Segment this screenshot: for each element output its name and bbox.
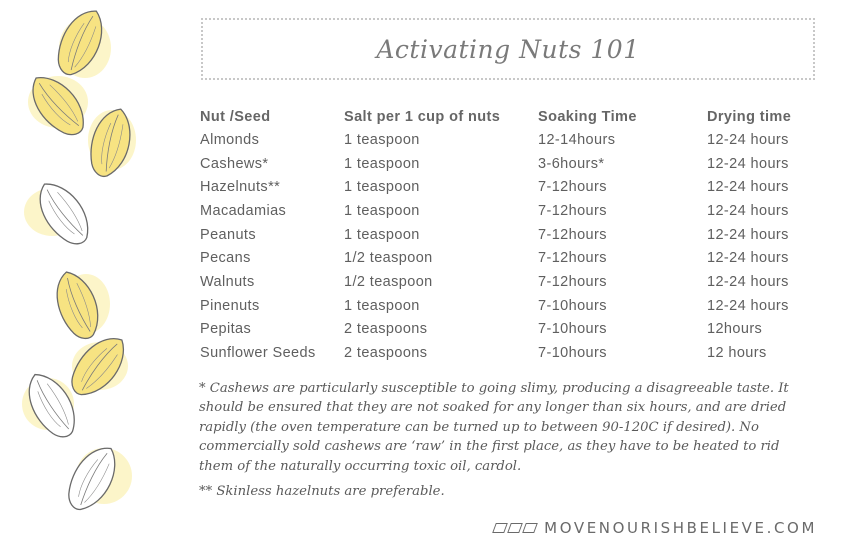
cell-nut: Almonds bbox=[200, 131, 260, 148]
cell-nut: Pecans bbox=[200, 250, 251, 267]
cell-soaking: 7-12hours bbox=[538, 202, 607, 219]
cell-salt: 1 teaspoon bbox=[344, 202, 420, 219]
cell-soaking: 12-14hours bbox=[538, 131, 616, 148]
brand-footer bbox=[494, 519, 817, 537]
cell-soaking: 7-12hours bbox=[538, 273, 607, 290]
table-row bbox=[196, 128, 821, 152]
cell-nut: Walnuts bbox=[200, 273, 255, 290]
cell-nut: Sunflower Seeds bbox=[200, 345, 316, 362]
cell-soaking: 7-10hours bbox=[538, 345, 607, 362]
cell-soaking: 3-6hours* bbox=[538, 155, 605, 172]
cell-nut: Pinenuts bbox=[200, 297, 260, 314]
cell-salt: 2 teaspoons bbox=[344, 321, 428, 338]
cell-salt: 1/2 teaspoon bbox=[344, 273, 433, 290]
cell-soaking: 7-10hours bbox=[538, 321, 607, 338]
table-row bbox=[196, 341, 821, 365]
cell-salt: 1 teaspoon bbox=[344, 297, 420, 314]
brand-logo-icon bbox=[494, 523, 536, 533]
table-row bbox=[196, 246, 821, 270]
cell-nut: Pepitas bbox=[200, 321, 252, 338]
table-row bbox=[196, 318, 821, 342]
cell-drying: 12-24 hours bbox=[707, 297, 789, 314]
cell-salt: 1 teaspoon bbox=[344, 226, 420, 243]
almond-illustration bbox=[84, 104, 137, 181]
cell-drying: 12-24 hours bbox=[707, 131, 789, 148]
cell-salt: 1/2 teaspoon bbox=[344, 250, 433, 267]
cell-nut: Macadamias bbox=[200, 202, 287, 219]
cell-soaking: 7-12hours bbox=[538, 226, 607, 243]
table-row bbox=[196, 199, 821, 223]
footnote-hazelnuts: ** Skinless hazelnuts are preferable. bbox=[199, 484, 445, 500]
cell-drying: 12-24 hours bbox=[707, 226, 789, 243]
page-title: Activating Nuts 101 bbox=[376, 34, 640, 64]
cell-drying: 12 hours bbox=[707, 345, 767, 362]
cell-drying: 12-24 hours bbox=[707, 155, 789, 172]
cell-drying: 12-24 hours bbox=[707, 202, 789, 219]
footnote-cashews: * Cashews are particularly susceptible to going slimy, producing a disagreeable taste. It should be ensured that they are not soaked for any longer than six hours, and are dried rapidly (the oven temperature can be turned up to between 90-120C if desired). No commercially sold cashews are ‘raw’ in the first place, as they have to be heated to rid them of the naturally occurring toxic oil, cardol. bbox=[199, 381, 789, 474]
table-row bbox=[196, 270, 821, 294]
table-row bbox=[196, 152, 821, 176]
cell-nut: Peanuts bbox=[200, 226, 257, 243]
header-soaking-time: Soaking Time bbox=[538, 109, 637, 125]
cell-soaking: 7-12hours bbox=[538, 179, 607, 196]
brand-text: MOVENOURISHBELIEVE.COM bbox=[544, 519, 817, 537]
footnotes bbox=[199, 379, 811, 507]
table-row bbox=[196, 294, 821, 318]
header-drying-time: Drying time bbox=[707, 109, 792, 125]
header-salt: Salt per 1 cup of nuts bbox=[344, 109, 501, 125]
table-header-row bbox=[196, 106, 821, 128]
title-box bbox=[201, 18, 815, 80]
almond-illustrations bbox=[0, 0, 180, 552]
header-nut-seed: Nut /Seed bbox=[200, 109, 271, 125]
table-row bbox=[196, 175, 821, 199]
cell-nut: Hazelnuts** bbox=[200, 179, 281, 196]
cell-soaking: 7-10hours bbox=[538, 297, 607, 314]
cell-soaking: 7-12hours bbox=[538, 250, 607, 267]
cell-salt: 1 teaspoon bbox=[344, 131, 420, 148]
table-row bbox=[196, 223, 821, 247]
cell-drying: 12-24 hours bbox=[707, 179, 789, 196]
cell-nut: Cashews* bbox=[200, 155, 269, 172]
nut-table bbox=[196, 106, 821, 365]
cell-drying: 12-24 hours bbox=[707, 250, 789, 267]
cell-salt: 2 teaspoons bbox=[344, 345, 428, 362]
cell-salt: 1 teaspoon bbox=[344, 179, 420, 196]
cell-drying: 12-24 hours bbox=[707, 273, 789, 290]
cell-drying: 12hours bbox=[707, 321, 763, 338]
cell-salt: 1 teaspoon bbox=[344, 155, 420, 172]
